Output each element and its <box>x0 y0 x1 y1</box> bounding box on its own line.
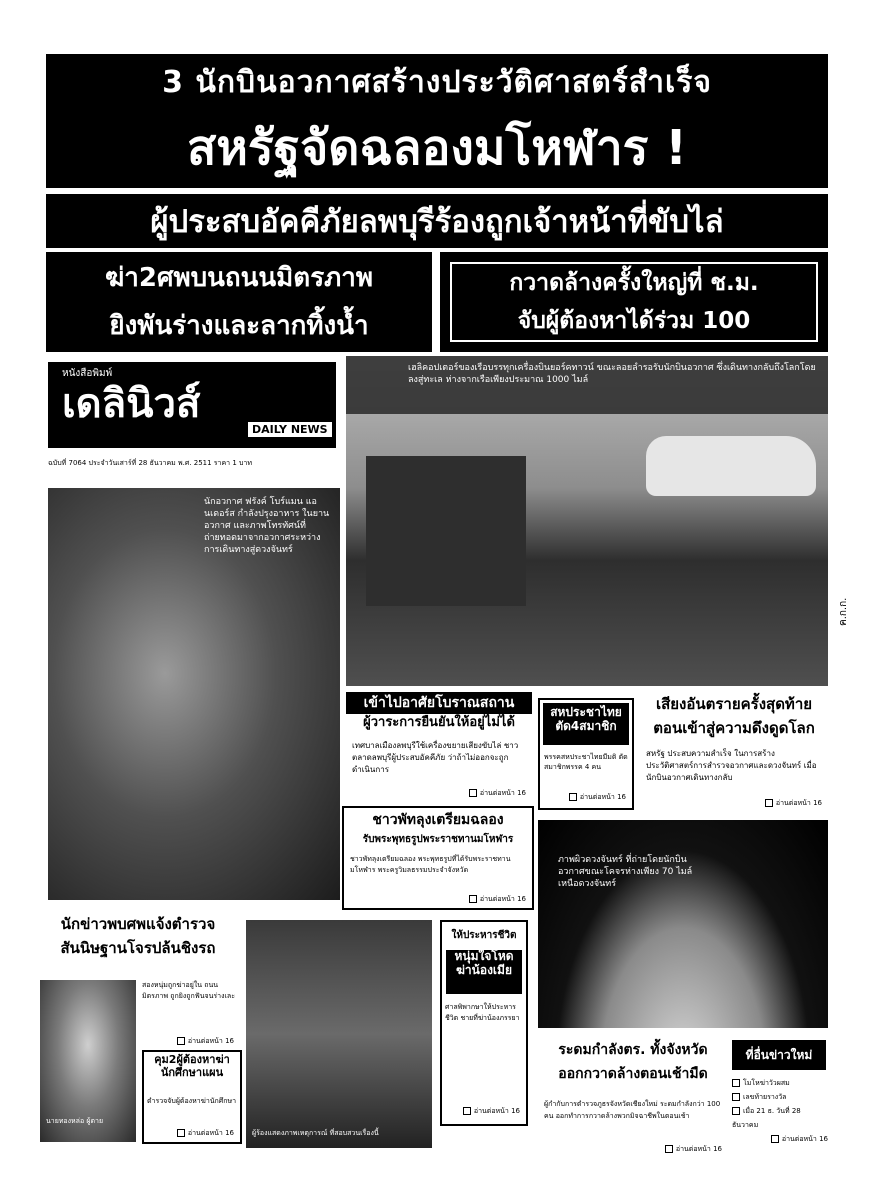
moon-surface-photo <box>538 820 828 1028</box>
story-danger-body: สหรัฐ ประสบความสำเร็จ ในการสร้างประวัติศาสตร์การสำรวจอวกาศและดวงจันทร์ เมื่อนักบินอวกาศเดินทางกลับ <box>646 749 817 782</box>
story-reporter-body: สองหนุ่มถูกฆ่าอยู่ใน ถนนมิตรภาพ ถูกยิงถูกฟันจนร่างเละ <box>142 981 235 1000</box>
index-item[interactable]: เมื่อ 21 ธ. วันที่ 28 ธันวาคม <box>732 1107 801 1129</box>
masthead-tagline: หนังสือพิมพ์ <box>62 368 113 379</box>
masthead-logo <box>48 362 336 448</box>
story-danger-title1: เสียงอันตรายครั้งสุดท้าย <box>655 695 813 713</box>
story-danger-title2: ตอนเข้าสู่ความดึงดูดโลก <box>653 719 815 737</box>
story-execute-title-block <box>446 950 522 994</box>
story-crackdown <box>538 1034 728 1164</box>
story-four-members <box>538 698 634 810</box>
astronaut-tv-photo <box>48 488 340 900</box>
main-headline-line1: 3 นักบินอวกาศสร้างประวัติศาสตร์สำเร็จ <box>162 64 712 100</box>
story-celebrate-title1: ชาวพัทลุงเตรียมฉลอง <box>372 812 504 828</box>
dateline: ฉบับที่ 7064 ประจำวันเสาร์ที่ 28 ธันวาคม พ.ศ. 2511 ราคา 1 บาท <box>48 459 252 467</box>
story-celebrate-body: ชาวพัทลุงเตรียมฉลอง พระพุทธรูปที่ได้รับพระราชทาน มโหฬาร พระครูวิมลธรรมประจำจังหวัด <box>350 855 511 874</box>
carrier-helicopter-photo <box>346 356 828 686</box>
story-execute-title3: ฆ่าน้องเมีย <box>456 962 512 977</box>
headline-crackdown-block <box>440 252 828 352</box>
victim-portrait-photo <box>40 980 136 1142</box>
story-four-members-cont[interactable]: อ่านต่อหน้า 16 <box>540 792 632 803</box>
story-ruins-body: เทศบาลเมืองลพบุรีใช้เครื่องขยายเสียงขับไล่ ชาวตลาดลพบุรีผู้ประสบอัคคีภัย ว่าถ้าไม่ออกจะถูกดำเนินการ <box>352 741 519 774</box>
story-reporter <box>40 916 236 976</box>
story-celebrate-cont[interactable]: อ่านต่อหน้า 16 <box>344 894 532 905</box>
story-celebrate-title2: รับพระพุทธรูปพระราชทานมโหฬาร <box>362 834 514 845</box>
index-list <box>732 1076 828 1146</box>
story-danger-cont[interactable]: อ่านต่อหน้า 16 <box>640 798 828 809</box>
headline-murder-line1: ฆ่า2ศพบนถนนมิตรภาพ <box>104 262 374 293</box>
story-execute-title2: หนุ่มใจโหด <box>454 949 514 963</box>
helicopter-shape <box>646 436 816 496</box>
story-crackdown-title2: ออกกวาดล้างตอนเช้ามืด <box>558 1066 708 1082</box>
story-ruins-title1: เข้าไปอาศัยโบราณสถาน <box>346 692 532 714</box>
story-four-members-title: สหประชาไทยตัด4สมาชิก <box>543 703 629 745</box>
story-crackdown-body: ผู้กำกับการตำรวจภูธรจังหวัดเชียงใหม่ ระดมกำลังกว่า 100 คน ออกทำการกวาดล้างพวกมิจฉาชีพในตอนเช้า <box>544 1100 721 1120</box>
index-item[interactable]: โมโหฆ่าวัวผสม <box>732 1076 828 1090</box>
story-ruins <box>346 692 532 820</box>
sub-headline-fire: ผู้ประสบอัคคีภัยลพบุรีร้องถูกเจ้าหน้าที่ขับไล่ <box>46 194 828 248</box>
masthead-logo-text: เดลินิวส์ <box>62 381 201 427</box>
story-two-suspects <box>142 1050 242 1144</box>
carrier-ship-shape <box>366 456 526 606</box>
story-danger <box>640 694 828 814</box>
headline-murder-line2: ยิงพันร่างและลากทิ้งน้ำ <box>109 310 369 341</box>
margin-note: ค.ก.ก. <box>838 597 849 626</box>
story-celebrate <box>342 806 534 910</box>
carrier-photo-caption: เฮลิคอปเตอร์ของเรือบรรทุกเครื่องบินยอร์คทาวน์ ขณะลอยลำรอรับนักบินอวกาศ ซึ่งเดินทางกลับถึงโลกโดยลงสู่ทะเล ห่างจากเรือเพียงประมาณ 1000 ไมล์ <box>408 363 816 385</box>
index-title: ที่อื่นข่าวใหม่ <box>732 1040 826 1070</box>
story-execute <box>440 920 528 1126</box>
main-headline-block <box>46 54 828 188</box>
story-two-suspects-cont[interactable]: อ่านต่อหน้า 16 <box>144 1128 240 1139</box>
story-four-members-body: พรรคสหประชาไทยมีมติ ตัดสมาชิกพรรค 4 คน <box>544 753 628 771</box>
story-reporter-cont[interactable]: อ่านต่อหน้า 16 <box>140 1036 240 1047</box>
story-execute-cont[interactable]: อ่านต่อหน้า 16 <box>442 1106 526 1117</box>
index-item[interactable]: เลขท้ายรางวัล <box>732 1090 828 1104</box>
story-ruins-cont[interactable]: อ่านต่อหน้า 16 <box>346 788 532 799</box>
main-headline-line2: สหรัฐจัดฉลองมโหฬาร ! <box>186 120 688 176</box>
headline-murder-block <box>46 252 432 352</box>
crime-photo-caption: ผู้ร้องแสดงภาพเหตุการณ์ ที่สอบสวนเรื่องนี้ <box>252 1129 379 1137</box>
story-execute-title1: ให้ประหารชีวิต <box>451 930 517 941</box>
masthead-logo-en: DAILY NEWS <box>248 422 332 437</box>
index-cont[interactable]: อ่านต่อหน้า 16 <box>732 1132 828 1146</box>
story-execute-body: ศาลพิพากษาให้ประหารชีวิต ชายที่ฆ่าน้องภรรยา <box>445 1003 520 1022</box>
astronaut-photo-caption: นักอวกาศ ฟรังค์ โบร์แมน แอนเดอร์ส กำลังปรุงอาหาร ในยานอวกาศ และภาพโทรทัศน์ที่ถ่ายทอดมาจากอวกาศระหว่างการเดินทางสู่ดวงจันทร์ <box>204 497 330 555</box>
story-ruins-title2: ผู้วาระการยืนยันให้อยู่ไม่ได้ <box>363 715 515 730</box>
story-two-suspects-body: ตำรวจจับผู้ต้องหาฆ่านักศึกษา <box>147 1097 237 1105</box>
index-box <box>732 1040 828 1160</box>
crime-scene-photo <box>246 920 432 1148</box>
story-reporter-title1: นักข่าวพบศพแจ้งตำรวจ <box>60 915 216 933</box>
story-crackdown-title1: ระดมกำลังตร. ทั้งจังหวัด <box>558 1042 708 1058</box>
victim-photo-caption: นายทองหล่อ ผู้ตาย <box>46 1117 104 1125</box>
headline-crackdown-line1: กวาดล้างครั้งใหญ่ที่ ช.ม. <box>509 270 759 296</box>
story-crackdown-cont[interactable]: อ่านต่อหน้า 16 <box>538 1144 728 1155</box>
headline-crackdown-line2: จับผู้ต้องหาได้ร่วม 100 <box>517 308 751 334</box>
moon-photo-caption: ภาพผิวดวงจันทร์ ที่ถ่ายโดยนักบินอวกาศขณะโคจรห่างเพียง 70 ไมล์ เหนือดวงจันทร์ <box>558 855 693 889</box>
story-reporter-title2: สันนิษฐานโจรปล้นชิงรถ <box>60 939 216 957</box>
story-two-suspects-title: คุม2ผู้ต้องหาฆ่านักศึกษาแผน <box>154 1053 230 1079</box>
